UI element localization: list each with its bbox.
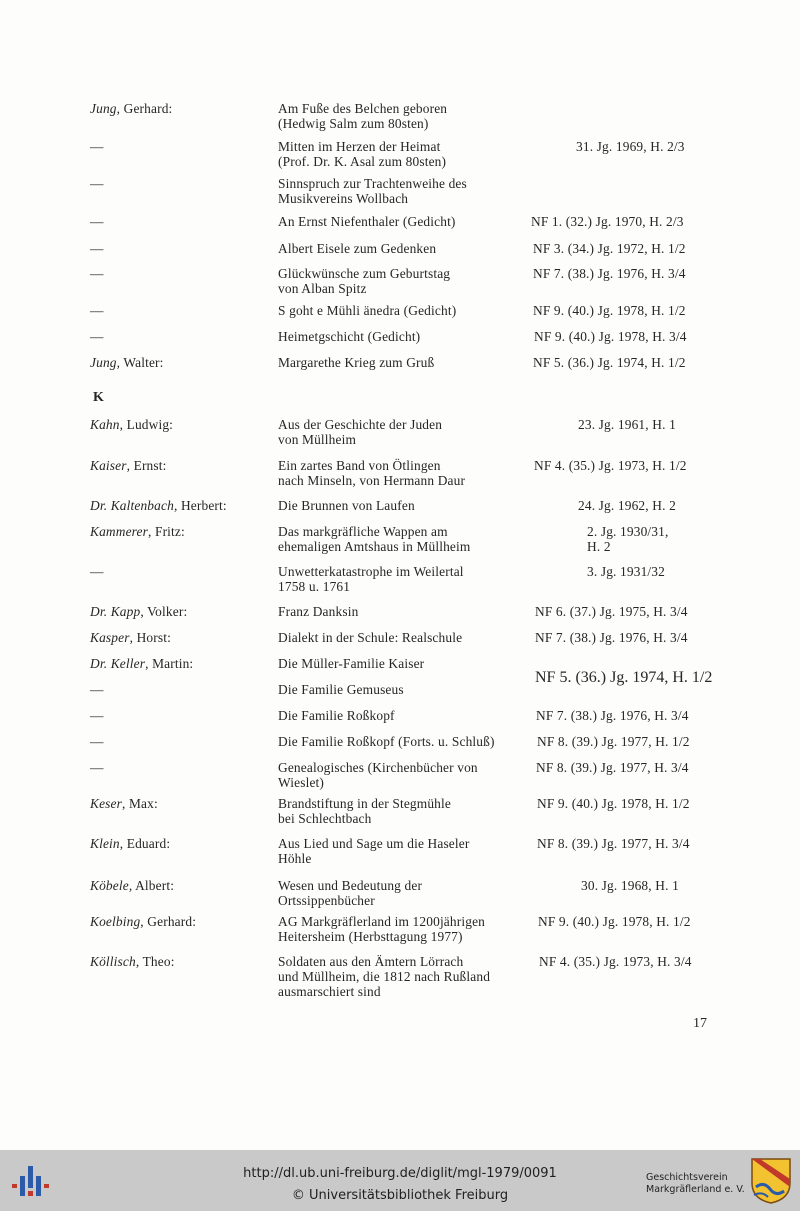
author-forename: , Theo: [135, 954, 175, 969]
author-forename: , Ludwig: [119, 417, 174, 432]
author-surname: Kasper [90, 630, 130, 645]
entry-reference [531, 214, 684, 229]
copyright-notice: © Universitätsbibliothek Freiburg [291, 1188, 509, 1203]
entry-title [278, 176, 528, 206]
entry-title [278, 458, 528, 488]
entry-author [90, 954, 175, 969]
entry-title [278, 329, 528, 344]
entry-title [278, 498, 528, 513]
entry-title [278, 760, 528, 790]
entry-reference-line: NF 9. (40.) Jg. 1978, H. 1/2 [538, 914, 691, 929]
author-forename: , Gerhard: [116, 101, 173, 116]
entry-reference [535, 604, 688, 619]
entry-reference-line: NF 9. (40.) Jg. 1978, H. 3/4 [534, 329, 687, 344]
entry-title-line: (Prof. Dr. K. Asal zum 80sten) [278, 154, 447, 169]
entry-reference-line: NF 6. (37.) Jg. 1975, H. 3/4 [535, 604, 688, 619]
entry-reference [537, 734, 690, 749]
entry-reference [533, 266, 686, 281]
entry-reference [533, 355, 686, 370]
ditto-mark: — [90, 266, 104, 281]
entry-reference-line: NF 7. (38.) Jg. 1976, H. 3/4 [536, 708, 689, 723]
entry-title [278, 241, 528, 256]
author-forename: , Eduard: [119, 836, 171, 851]
entry-reference-line: NF 1. (32.) Jg. 1970, H. 2/3 [531, 214, 684, 229]
entry-title-line: (Hedwig Salm zum 80sten) [278, 116, 429, 131]
entry-title-line: bei Schlechtbach [278, 811, 372, 826]
entry-reference [539, 954, 692, 969]
society-name-line-1: Geschichtsverein [646, 1172, 728, 1183]
author-surname: Kapp [110, 604, 141, 619]
entry-title-line: Ortssippenbücher [278, 893, 375, 908]
entry-title [278, 796, 528, 826]
entry-title-line: Die Familie Roßkopf (Forts. u. Schluß) [278, 734, 495, 749]
author-surname: Kaiser [90, 458, 127, 473]
entry-title-line: und Müllheim, die 1812 nach Rußland [278, 969, 491, 984]
entry-title-line: Die Familie Roßkopf [278, 708, 395, 723]
entry-reference [534, 329, 687, 344]
entry-title-line: von Alban Spitz [278, 281, 367, 296]
entry-title [278, 878, 528, 908]
ditto-mark: — [90, 329, 104, 344]
author-surname: Köbele [90, 878, 129, 893]
author-forename: , Walter: [116, 355, 164, 370]
ditto-mark: — [90, 734, 104, 749]
entry-author [90, 760, 104, 775]
entry-title [278, 656, 528, 671]
entry-title-line: Heitersheim (Herbsttagung 1977) [278, 929, 463, 944]
entry-title-line: Heimetgschicht (Gedicht) [278, 329, 421, 344]
entry-author [90, 524, 185, 539]
entry-author [90, 266, 104, 281]
entry-title-line: Dialekt in der Schule: Realschule [278, 630, 463, 645]
entry-reference [578, 417, 676, 432]
author-forename: , Horst: [129, 630, 171, 645]
author-forename: , Ernst: [126, 458, 167, 473]
entry-title [278, 101, 528, 131]
entry-author [90, 914, 196, 929]
entry-title-line: Albert Eisele zum Gedenken [278, 241, 437, 256]
entry-title-line: Das markgräfliche Wappen am [278, 524, 448, 539]
author-surname: Koelbing [90, 914, 141, 929]
shared-reference: NF 5. (36.) Jg. 1974, H. 1/2 [535, 669, 713, 686]
entry-author [90, 682, 104, 697]
entry-title-line: ausmarschiert sind [278, 984, 381, 999]
entry-title-line: Mitten im Herzen der Heimat [278, 139, 441, 154]
entry-reference [534, 458, 687, 473]
entry-reference [537, 796, 690, 811]
entry-title-line: Aus Lied und Sage um die Haseler [278, 836, 470, 851]
author-surname: Jung [90, 355, 117, 370]
entry-title [278, 214, 528, 229]
entry-author [90, 329, 104, 344]
entry-title-line: Genealogisches (Kirchenbücher von [278, 760, 478, 775]
entry-author [90, 417, 173, 432]
author-prefix: Dr. [90, 604, 111, 619]
entry-reference [581, 878, 679, 893]
ditto-mark: — [90, 708, 104, 723]
entry-author [90, 796, 158, 811]
entry-author [90, 734, 104, 749]
entry-title-line: 1758 u. 1761 [278, 579, 351, 594]
author-forename: , Volker: [140, 604, 188, 619]
entry-title-line: Franz Danksin [278, 604, 359, 619]
entry-reference-line: NF 7. (38.) Jg. 1976, H. 3/4 [533, 266, 686, 281]
footer-bar [0, 1150, 800, 1211]
entry-author [90, 303, 104, 318]
entry-title [278, 954, 528, 999]
author-forename: , Albert: [128, 878, 175, 893]
entry-title-line: Wesen und Bedeutung der [278, 878, 423, 893]
entry-author [90, 564, 104, 579]
entry-reference-line: H. 2 [587, 539, 611, 554]
entry-reference-line: NF 5. (36.) Jg. 1974, H. 1/2 [533, 355, 686, 370]
author-surname: Kahn [90, 417, 120, 432]
author-forename: , Gerhard: [140, 914, 197, 929]
entry-title-line: Wieslet) [278, 775, 325, 790]
society-name [646, 1172, 745, 1196]
entry-author [90, 355, 164, 370]
entry-title [278, 630, 528, 645]
entry-reference-line: NF 4. (35.) Jg. 1973, H. 3/4 [539, 954, 692, 969]
entry-title [278, 914, 528, 944]
entry-title-line: Höhle [278, 851, 312, 866]
entry-reference [538, 914, 691, 929]
ditto-mark: — [90, 760, 104, 775]
entry-title [278, 836, 528, 866]
entry-reference-line: 24. Jg. 1962, H. 2 [578, 498, 676, 513]
entry-reference-line: NF 7. (38.) Jg. 1976, H. 3/4 [535, 630, 688, 645]
entry-author [90, 708, 104, 723]
ditto-mark: — [90, 176, 104, 191]
entry-title-line: von Müllheim [278, 432, 357, 447]
entry-reference [535, 630, 688, 645]
entry-title [278, 355, 528, 370]
entry-reference-line: NF 3. (34.) Jg. 1972, H. 1/2 [533, 241, 686, 256]
entry-author [90, 836, 170, 851]
entry-title-line: Die Familie Gemuseus [278, 682, 404, 697]
entry-author [90, 498, 227, 513]
section-letter: K [93, 390, 104, 405]
entry-reference [576, 139, 685, 154]
entry-title-line: Aus der Geschichte der Juden [278, 417, 443, 432]
entry-reference-line: 30. Jg. 1968, H. 1 [581, 878, 679, 893]
entry-reference-line: NF 8. (39.) Jg. 1977, H. 3/4 [536, 760, 689, 775]
ditto-mark: — [90, 214, 104, 229]
entry-title [278, 734, 528, 749]
entry-author [90, 630, 171, 645]
author-forename: , Martin: [145, 656, 194, 671]
entry-title [278, 604, 528, 619]
author-forename: , Max: [122, 796, 158, 811]
entry-reference-line: NF 9. (40.) Jg. 1978, H. 1/2 [533, 303, 686, 318]
entry-reference [537, 836, 690, 851]
entry-reference [587, 564, 665, 579]
entry-author [90, 458, 167, 473]
ditto-mark: — [90, 564, 104, 579]
entry-title [278, 139, 528, 169]
entry-reference [578, 498, 676, 513]
author-surname: Jung [90, 101, 117, 116]
author-surname: Köllisch [90, 954, 136, 969]
author-surname: Klein [90, 836, 120, 851]
entry-reference-line: 23. Jg. 1961, H. 1 [578, 417, 676, 432]
author-forename: , Fritz: [147, 524, 185, 539]
entry-reference-line: NF 9. (40.) Jg. 1978, H. 1/2 [537, 796, 690, 811]
entry-author [90, 604, 187, 619]
entry-title [278, 524, 528, 554]
entry-title [278, 266, 528, 296]
entry-title-line: ehemaligen Amtshaus in Müllheim [278, 539, 471, 554]
ditto-mark: — [90, 682, 104, 697]
entry-title [278, 564, 528, 594]
entry-author [90, 139, 104, 154]
entry-author [90, 176, 104, 191]
entry-reference-line: 2. Jg. 1930/31, [587, 524, 669, 539]
author-surname: Kaltenbach [110, 498, 174, 513]
entry-title [278, 303, 528, 318]
entry-title-line: Brandstiftung in der Stegmühle [278, 796, 451, 811]
document-url[interactable]: http://dl.ub.uni-freiburg.de/diglit/mgl-1979/0091 [243, 1166, 557, 1181]
author-prefix: Dr. [90, 498, 111, 513]
entry-author [90, 101, 172, 116]
coat-of-arms-icon [750, 1157, 792, 1205]
entry-author [90, 878, 174, 893]
entry-title [278, 708, 528, 723]
entry-reference [536, 708, 689, 723]
entry-title-line: nach Minseln, von Hermann Daur [278, 473, 466, 488]
entry-reference-line: NF 8. (39.) Jg. 1977, H. 3/4 [537, 836, 690, 851]
entry-author [90, 214, 104, 229]
entry-title-line: Soldaten aus den Ämtern Lörrach [278, 954, 464, 969]
ditto-mark: — [90, 241, 104, 256]
entry-reference [533, 241, 686, 256]
entry-reference-line: NF 4. (35.) Jg. 1973, H. 1/2 [534, 458, 687, 473]
entry-author [90, 241, 104, 256]
entry-reference-line: 3. Jg. 1931/32 [587, 564, 665, 579]
author-forename: , Herbert: [173, 498, 227, 513]
entry-title-line: Ein zartes Band von Ötlingen [278, 458, 441, 473]
entry-title-line: Die Müller-Familie Kaiser [278, 656, 425, 671]
entry-title-line: Unwetterkatastrophe im Weilertal [278, 564, 464, 579]
entry-title-line: Glückwünsche zum Geburtstag [278, 266, 451, 281]
ditto-mark: — [90, 139, 104, 154]
ditto-mark: — [90, 303, 104, 318]
author-surname: Kammerer [90, 524, 148, 539]
author-surname: Keller [110, 656, 146, 671]
author-surname: Keser [90, 796, 122, 811]
entry-title-line: Musikvereins Wollbach [278, 191, 409, 206]
entry-author [90, 656, 193, 671]
entry-title-line: AG Markgräflerland im 1200jährigen [278, 914, 486, 929]
entry-title-line: Sinnspruch zur Trachtenweihe des [278, 176, 467, 191]
entry-reference-line: 31. Jg. 1969, H. 2/3 [576, 139, 685, 154]
entry-title-line: S goht e Mühli änedra (Gedicht) [278, 303, 457, 318]
society-name-line-2: Markgräflerland e. V. [646, 1184, 745, 1195]
entry-title [278, 417, 528, 447]
entry-title-line: Am Fuße des Belchen geboren [278, 101, 448, 116]
entry-title-line: Die Brunnen von Laufen [278, 498, 415, 513]
entry-title-line: Margarethe Krieg zum Gruß [278, 355, 435, 370]
author-prefix: Dr. [90, 656, 111, 671]
page-number: 17 [693, 1016, 707, 1031]
entry-title [278, 682, 528, 697]
entry-reference [587, 524, 668, 554]
entry-reference [533, 303, 686, 318]
entry-reference [536, 760, 689, 775]
entry-reference-line: NF 8. (39.) Jg. 1977, H. 1/2 [537, 734, 690, 749]
entry-title-line: An Ernst Niefenthaler (Gedicht) [278, 214, 456, 229]
